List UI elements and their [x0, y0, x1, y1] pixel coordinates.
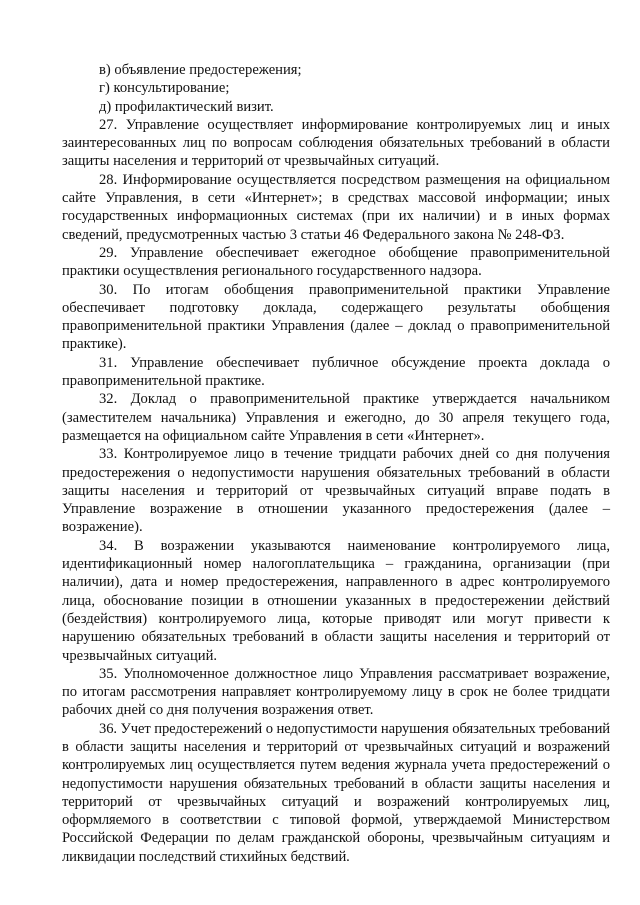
paragraph-27: 27. Управление осуществляет информирование контролируемых лиц и иных заинтересованных лиц по вопросам соблюдения обязательных требований в области защиты населения и территорий от чрезвычайных ситуаций.	[62, 116, 610, 170]
list-item-d: д) профилактический визит.	[99, 98, 274, 115]
paragraph-35: 35. Уполномоченное должностное лицо Управления рассматривает возражение, по итогам рассмотрения направляет контролируемому лицу в срок не более тридцати рабочих дней со дня получения возражения ответ.	[62, 665, 610, 719]
paragraph-32: 32. Доклад о правоприменительной практике утверждается начальником (заместителем начальника) Управления и ежегодно, до 30 апреля текущего года, размещается на официальном сайте Управления в сети «Интернет».	[62, 391, 610, 444]
list-item-v: в) объявление предостережения;	[99, 62, 302, 78]
paragraph-34: 34. В возражении указываются наименование контролируемого лица, идентификационный номер налогоплательщика – гражданина, организации (при наличии), дата и номер предостережения, направленного в адрес контролируемого лица, обоснование позиции в отношении указанных в предостережении действий (бездействия) контролируемого лица, которые приводят или могут привести к нарушению обязательных требований в области защиты населения и территорий от чрезвычайных ситуаций.	[62, 537, 610, 664]
paragraph-28: 28. Информирование осуществляется посредством размещения на официальном сайте Управления, в сети «Интернет»; в средствах массовой информации; иных государственных информационных системах (при их наличии) и в иных формах сведений, предусмотренных частью 3 статьи 46 Федерального закона № 248-ФЗ.	[62, 171, 610, 243]
paragraph-31: 31. Управление обеспечивает публичное обсуждение проекта доклада о правоприменительной практике.	[62, 354, 610, 390]
paragraph-29: 29. Управление обеспечивает ежегодное обобщение правоприменительной практики осуществления регионального государственного надзора.	[62, 244, 610, 280]
paragraph-33: 33. Контролируемое лицо в течение тридцати рабочих дней со дня получения предостережения о недопустимости нарушения обязательных требований в области защиты населения и территорий от чрезвычайных ситуаций вправе подать в Управление возражение в отношении указанного предостережения (далее – возражение).	[62, 446, 610, 536]
list-item-g: г) консультирование;	[99, 80, 230, 97]
paragraph-36: 36. Учет предостережений о недопустимости нарушения обязательных требований в области защиты населения и территорий от чрезвычайных ситуаций и возражений контролируемых лиц осуществляется путем ведения журнала учета предостережений о недопустимости нарушения обязательных требований в области защиты населения и территорий от чрезвычайных ситуаций и возражений контролируемых лиц, оформляемого в соответствии с типовой формой, утверждаемой Министерством Российской Федерации по делам гражданской обороны, чрезвычайным ситуациям и ликвидации последствий стихийных бедствий.	[62, 720, 610, 865]
paragraph-30: 30. По итогам обобщения правоприменительной практики Управление обеспечивает подготовку доклада, содержащего результаты обобщения правоприменительной практики Управления (далее – доклад о правоприменительной практике).	[62, 281, 610, 353]
